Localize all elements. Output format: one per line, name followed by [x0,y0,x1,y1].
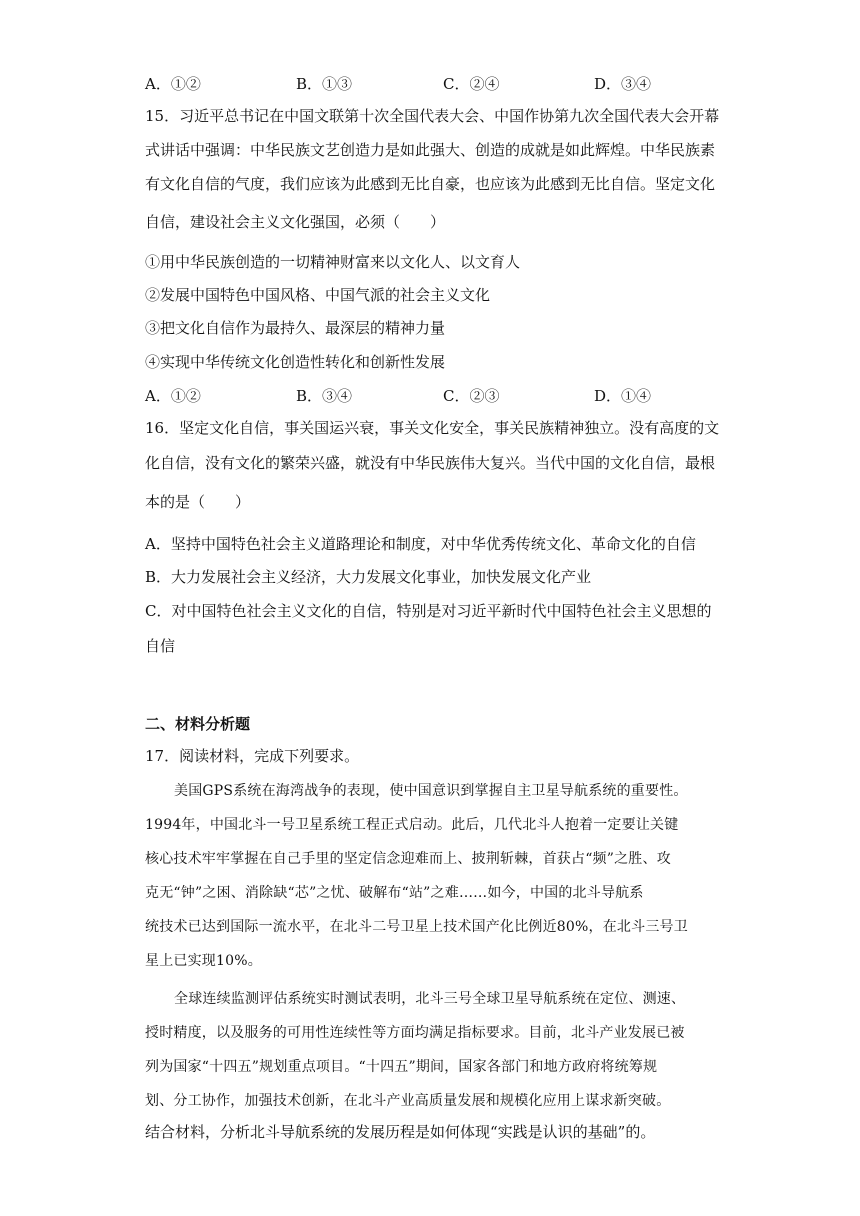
q17-material-line: 克无“钟”之困、消除缺“芯”之忧、破解布“站”之难……如今，中国的北斗导航系 [145,885,644,901]
q14-option-b: B．①③ [296,75,353,93]
q17-material-line: 1994年，中国北斗一号卫星系统工程正式启动。此后，几代北斗人抱着一定要让关键 [145,817,679,833]
q16-choice-c-cont: 自信 [145,637,176,655]
q17-question: 结合材料，分析北斗导航系统的发展历程是如何体现“实践是认识的基础”的。 [145,1123,656,1141]
q16-choice-b: B．大力发展社会主义经济，大力发展文化事业，加快发展文化产业 [145,568,592,586]
q17-material-line: 统技术已达到国际一流水平，在北斗二号卫星上技术国产化比例近80%，在北斗三号卫 [145,919,688,935]
q15-stem-line: 式讲话中强调：中华民族文艺创造力是如此强大、创造的成就是如此辉煌。中华民族素 [145,141,716,159]
q14-option-a: A．①② [145,75,201,93]
q16-choice-c: C．对中国特色社会主义文化的自信，特别是对习近平新时代中国特色社会主义思想的 [145,602,712,620]
q15-item: ④实现中华传统文化创造性转化和创新性发展 [145,353,446,371]
q15-item: ①用中华民族创造的一切精神财富来以文化人、以文育人 [145,253,521,271]
q17-stem: 17．阅读材料，完成下列要求。 [145,747,360,765]
q15-stem-line: 15．习近平总书记在中国文联第十次全国代表大会、中国作协第九次全国代表大会开幕 [145,107,720,125]
q16-choice-a: A．坚持中国特色社会主义道路理论和制度，对中华优秀传统文化、革命文化的自信 [145,535,696,553]
q15-option-c: C．②③ [443,387,500,405]
q16-stem-line: 16．坚定文化自信，事关国运兴衰，事关文化安全，事关民族精神独立。没有高度的文 [145,419,720,437]
q17-material-line: 全球连续监测评估系统实时测试表明，北斗三号全球卫星导航系统在定位、测速、 [174,991,686,1007]
q15-option-b: B．③④ [296,387,353,405]
q17-material-line: 美国GPS系统在海湾战争的表现，使中国意识到掌握自主卫星导航系统的重要性。 [174,783,688,799]
q16-stem-line: 本的是（ ） [145,493,251,511]
q17-material-line: 列为国家“十四五”规划重点项目。“十四五”期间，国家各部门和地方政府将统筹规 [145,1059,658,1075]
q17-material-line: 划、分工协作，加强技术创新，在北斗产业高质量发展和规模化应用上谋求新突破。 [145,1093,671,1109]
q17-material-line: 星上已实现10%。 [145,953,262,969]
q15-option-d: D．①④ [594,387,652,405]
q14-option-c: C．②④ [443,75,500,93]
q17-material-line: 授时精度，以及服务的可用性连续性等方面均满足指标要求。目前，北斗产业发展已被 [145,1025,685,1041]
q15-item: ③把文化自信作为最持久、最深层的精神力量 [145,319,446,337]
q14-option-d: D．③④ [594,75,652,93]
q15-option-a: A．①② [145,387,201,405]
q15-stem-line: 自信，建设社会主义文化强国，必须（ ） [145,213,446,231]
section-heading: 二、材料分析题 [145,715,251,733]
q17-material-line: 核心技术牢牢掌握在自己手里的坚定信念迎难而上、披荆斩棘，首获占“频”之胜、攻 [145,851,671,867]
q15-stem-line: 有文化自信的气度，我们应该为此感到无比自豪，也应该为此感到无比自信。坚定文化 [145,175,716,193]
q15-item: ②发展中国特色中国风格、中国气派的社会主义文化 [145,286,491,304]
q16-stem-line: 化自信，没有文化的繁荣兴盛，就没有中华民族伟大复兴。当代中国的文化自信，最根 [145,454,716,472]
